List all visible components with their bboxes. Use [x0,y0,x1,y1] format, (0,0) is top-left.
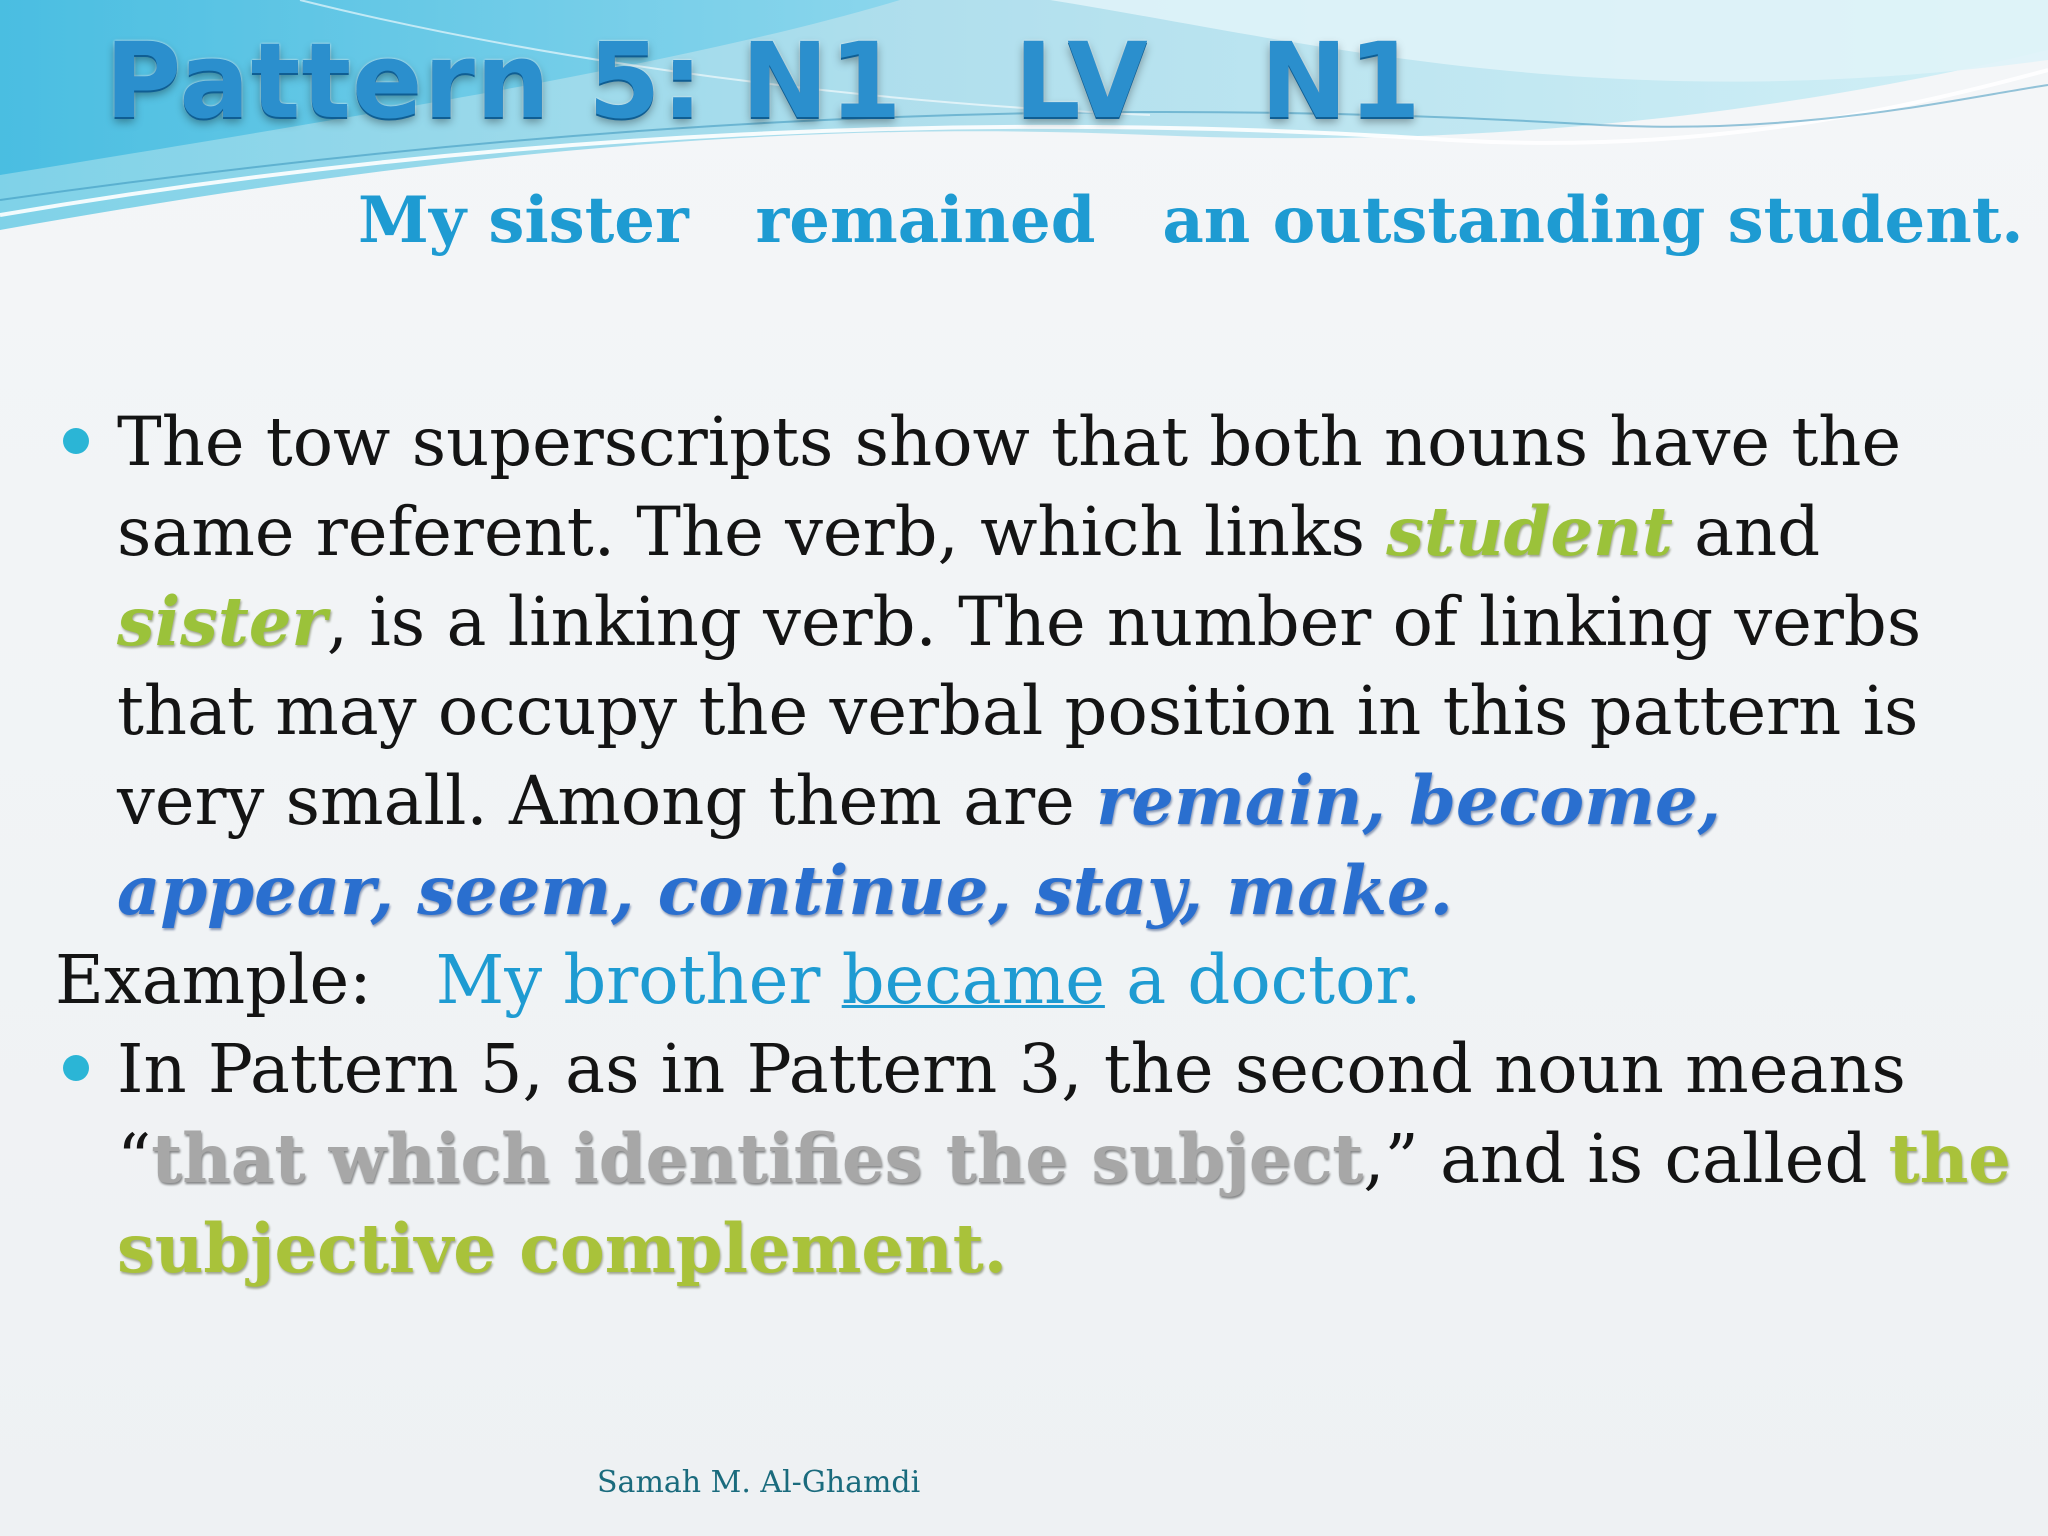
bullet-dot-icon [63,428,89,454]
example-underlined-verb: became [841,941,1105,1019]
bullet-dot-icon [63,1055,89,1081]
bullet-text-1 [117,398,2015,936]
slide-body [55,398,2015,1294]
bullet-text-2 [117,1025,2015,1294]
author-footer: Samah M. Al-Ghamdi [597,1465,921,1500]
text-segment: and [1672,493,1821,571]
example-text-before: My brother [435,941,842,1019]
linking-verbs-list: remain, become, appear, seem, continue, stay, make. [117,761,1721,930]
example-text [436,941,1422,1019]
text-segment: The tow superscripts show that both nouns have the same referent. The verb, which links [117,403,1902,571]
pattern-example-sentence: My sister remained an outstanding student. [358,183,2024,258]
example-text-after: a doctor. [1104,941,1422,1019]
emphasis-subjective-complement: the subjective complement. [117,1119,2011,1288]
text-segment: In Pattern 5, as in Pattern 3, the second noun means “ [117,1030,1906,1198]
slide-title: Pattern 5: N1 LV N1 [105,20,1422,142]
example-label: Example: [55,941,372,1019]
text-segment: , is a linking verb. The number of linking verbs that may occupy the verbal position in this pattern is very small. Among them are [117,583,1922,840]
emphasis-student: student [1386,492,1673,571]
emphasis-sister: sister [117,582,327,661]
text-segment: ,” and is called [1363,1120,1889,1198]
emphasis-definition: that which identifies the subject [151,1119,1364,1198]
bullet-item-1 [55,398,2015,936]
bullet-item-2 [55,1025,2015,1294]
example-line [55,936,2015,1025]
